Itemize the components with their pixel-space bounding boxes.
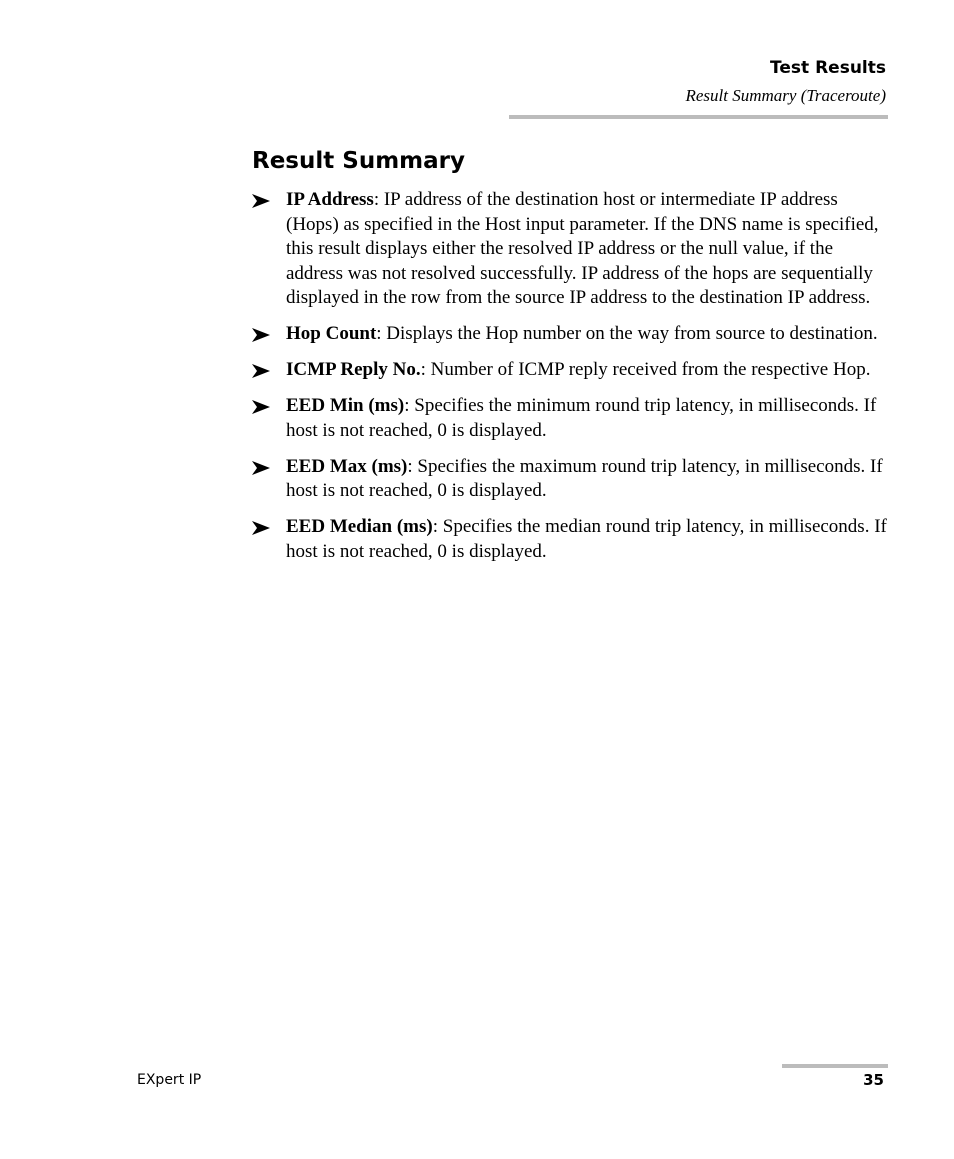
item-term: IP Address [286,189,374,210]
page-number: 35 [863,1071,884,1089]
arrowhead-bullet-icon [252,398,270,416]
list-item [252,322,892,347]
item-description: : Specifies the median round trip latency, in milliseconds. If host is not reached, 0 is displayed. [286,516,887,562]
header-title: Test Results [770,58,886,78]
item-description: : Number of ICMP reply received from the respective Hop. [420,359,871,380]
footer-rule [782,1064,888,1068]
result-summary-list [252,188,892,576]
item-term: Hop Count [286,323,377,344]
item-term: ICMP Reply No. [286,359,421,380]
item-description: : Specifies the maximum round trip latency, in milliseconds. If host is not reached, 0 is displayed. [286,455,883,501]
list-item [252,358,892,383]
arrowhead-bullet-icon [252,519,270,537]
header-rule [509,115,888,119]
item-description: : IP address of the destination host or intermediate IP address (Hops) as specified in the Host input parameter. If the DNS name is specified, this result displays either the resolved IP address or the null value, if the address was not resolved successfully. IP address of the hops are sequentially displayed in the row from the source IP address to the destination IP address. [286,189,879,308]
list-item [252,188,892,311]
item-description: : Displays the Hop number on the way from source to destination. [376,323,878,344]
item-term: EED Max (ms) [286,455,408,477]
item-term: EED Median (ms) [286,516,433,537]
list-item [252,394,892,443]
arrowhead-bullet-icon [252,326,270,344]
list-item [252,515,892,564]
arrowhead-bullet-icon [252,459,270,477]
footer-product-name: EXpert IP [137,1072,202,1088]
arrowhead-bullet-icon [252,192,270,210]
item-term: EED Min (ms) [286,395,405,416]
running-header [685,56,886,108]
arrowhead-bullet-icon [252,362,270,380]
header-subtitle: Result Summary (Traceroute) [685,86,886,105]
item-description: : Specifies the minimum round trip latency, in milliseconds. If host is not reached, 0 is displayed. [286,395,877,441]
section-title: Result Summary [252,148,465,174]
list-item [252,455,892,504]
